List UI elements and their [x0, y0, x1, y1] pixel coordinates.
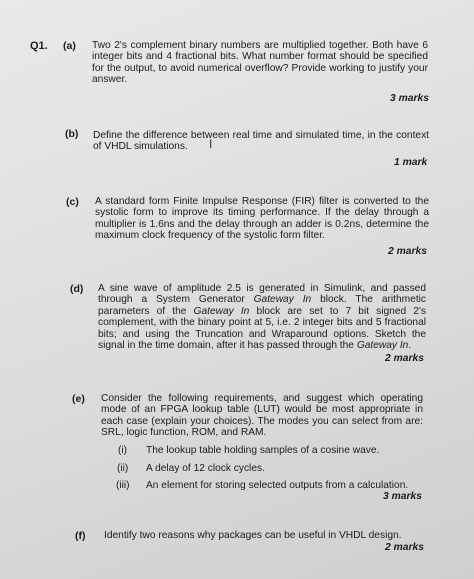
part-a-label: (a) — [63, 40, 76, 52]
part-a-text: Two 2's complement binary numbers are multiplied together. Both have 6 integer bits and 4 fractional bits. What number format should be specified for the output, to avoid numerical overflow? Provide working to justify your answer. — [92, 40, 428, 86]
part-d-text — [98, 283, 426, 351]
part-d-gateway-3: Gateway In — [356, 340, 409, 352]
part-d-gateway-2: Gateway In — [193, 305, 250, 317]
part-e-subitem-i-label: (i) — [118, 445, 128, 456]
part-d-text-4: . — [408, 340, 412, 352]
part-e-label: (e) — [72, 393, 85, 405]
part-c-text: A standard form Finite Impulse Response (FIR) filter is converted to the systolic form to improve its timing performance. If the delay through a multiplier is 1.6ns and the delay through an adder is 0.2ns, determine the maximum clock frequency of the systolic form filter. — [95, 196, 429, 242]
part-f-label: (f) — [75, 530, 86, 542]
part-e-subitem-iii-text: An element for storing selected outputs from a calculation. — [146, 480, 409, 491]
part-e-subitem-i-text: The lookup table holding samples of a cosine wave. — [146, 445, 380, 456]
part-e-subitem-ii-text: A delay of 12 clock cycles. — [146, 463, 265, 474]
part-d-text-2: block. The arithmetic parameters of the — [98, 294, 427, 317]
part-e-marks: 3 marks — [383, 491, 422, 502]
text-cursor-icon: I — [209, 137, 213, 151]
part-f-text: Identify two reasons why packages can be useful in VHDL design. — [104, 530, 402, 541]
question-number: Q1. — [30, 40, 48, 52]
part-c-label: (c) — [66, 196, 79, 208]
part-c-marks: 2 marks — [388, 246, 427, 257]
part-a-marks: 3 marks — [390, 93, 429, 104]
part-e-subitem-ii-label: (ii) — [117, 463, 129, 474]
part-d-gateway-1: Gateway In — [253, 294, 312, 306]
part-d-marks: 2 marks — [385, 353, 424, 364]
part-b-label: (b) — [65, 128, 79, 140]
part-d-label: (d) — [70, 283, 84, 295]
part-e-text: Consider the following requirements, and suggest which operating mode of an FPGA lookup table (LUT) would be most appropriate in each case (explain your choices). The modes you can select from are: SRL, logic function, ROM, and RAM. — [101, 393, 423, 439]
part-b-marks: 1 mark — [394, 157, 428, 168]
part-f-marks: 2 marks — [385, 542, 424, 553]
part-e-subitem-iii-label: (iii) — [116, 480, 130, 491]
part-d-text-3: block are set to 7 bit signed 2's complement, with the binary point at 5, i.e. 2 integer bits and 5 fractional bits; and using the Truncation and Wraparound options. Sketch the signal in the time domain, after it has passed through the — [98, 305, 426, 352]
part-d-text-1: A sine wave of amplitude 2.5 is generated in Simulink, and passed through a System Generator — [98, 283, 426, 306]
part-b-text: Define the difference between real time and simulated time, in the context of VHDL simulations. — [93, 130, 429, 153]
